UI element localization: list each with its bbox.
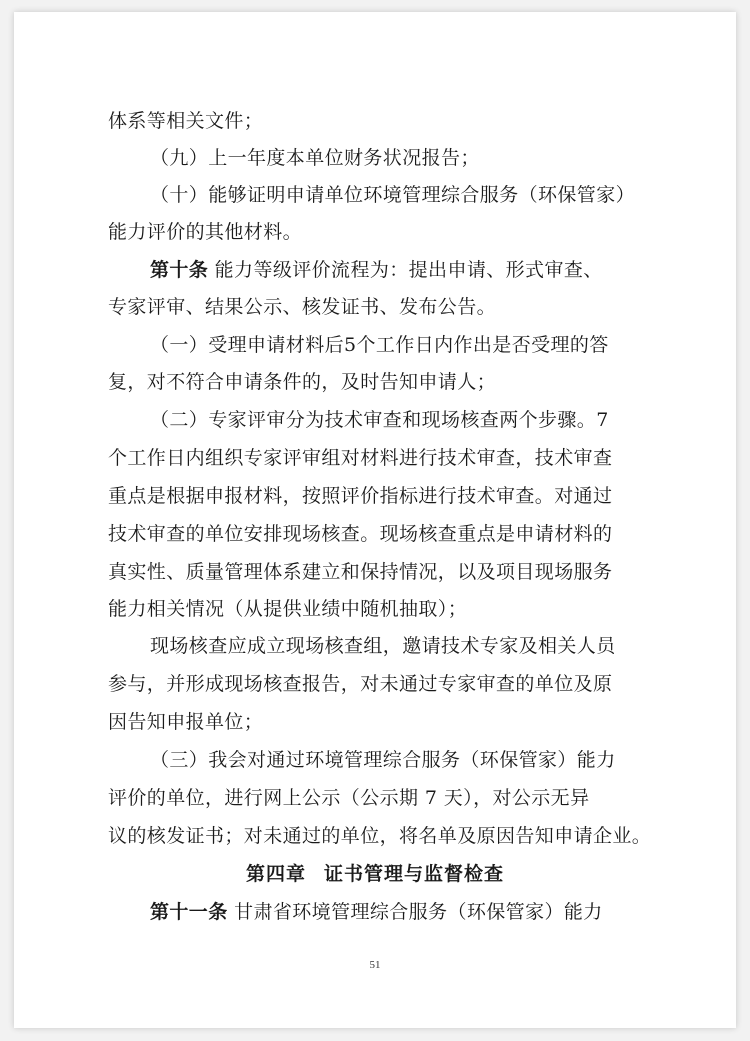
article-11-label: 第十一条 [150, 901, 228, 923]
body-line: 评价的单位，进行网上公示（公示期 7 天），对公示无异 [108, 787, 590, 809]
body-line: 技术审查的单位安排现场核查。现场核查重点是申请材料的 [108, 523, 613, 545]
body-line: 现场核查应成立现场核查组，邀请技术专家及相关人员 [150, 635, 616, 657]
body-line: 个工作日内组织专家评审组对材料进行技术审查，技术审查 [108, 447, 613, 469]
body-line: 复，对不符合申请条件的，及时告知申请人； [108, 371, 497, 393]
body-line: （九）上一年度本单位财务状况报告； [150, 147, 480, 169]
chapter-title: 证书管理与监督检查 [324, 863, 505, 885]
article-10-label: 第十条 [150, 259, 209, 281]
body-line: （一）受理申请材料后5个工作日内作出是否受理的答 [150, 334, 609, 356]
chapter-number: 第四章 [245, 863, 306, 885]
body-line: 因告知申报单位； [108, 711, 264, 733]
chapter-heading [0, 862, 750, 886]
body-line: 真实性、质量管理体系建立和保持情况，以及项目现场服务 [108, 561, 613, 583]
body-line: 体系等相关文件； [108, 110, 264, 132]
article-11-line [150, 900, 603, 924]
body-line: （三）我会对通过环境管理综合服务（环保管家）能力 [150, 749, 616, 771]
article-11-text: 甘肃省环境管理综合服务（环保管家）能力 [234, 901, 603, 923]
body-line: （十）能够证明申请单位环境管理综合服务（环保管家） [150, 184, 636, 206]
body-line: 议的核发证书；对未通过的单位，将名单及原因告知申请企业。 [108, 825, 652, 847]
body-line: 参与，并形成现场核查报告，对未通过专家审查的单位及原 [108, 673, 613, 695]
body-line: 专家评审、结果公示、核发证书、发布公告。 [108, 296, 497, 318]
body-line: （二）专家评审分为技术审查和现场核查两个步骤。7 [150, 409, 609, 431]
article-10-text: 能力等级评价流程为：提出申请、形式审查、 [214, 259, 603, 281]
body-line: 重点是根据申报材料，按照评价指标进行技术审查。对通过 [108, 485, 613, 507]
article-10-line [150, 258, 603, 282]
page-number: 51 [369, 959, 381, 971]
body-line: 能力评价的其他材料。 [108, 221, 303, 243]
body-line: 能力相关情况（从提供业绩中随机抽取）； [108, 598, 468, 620]
